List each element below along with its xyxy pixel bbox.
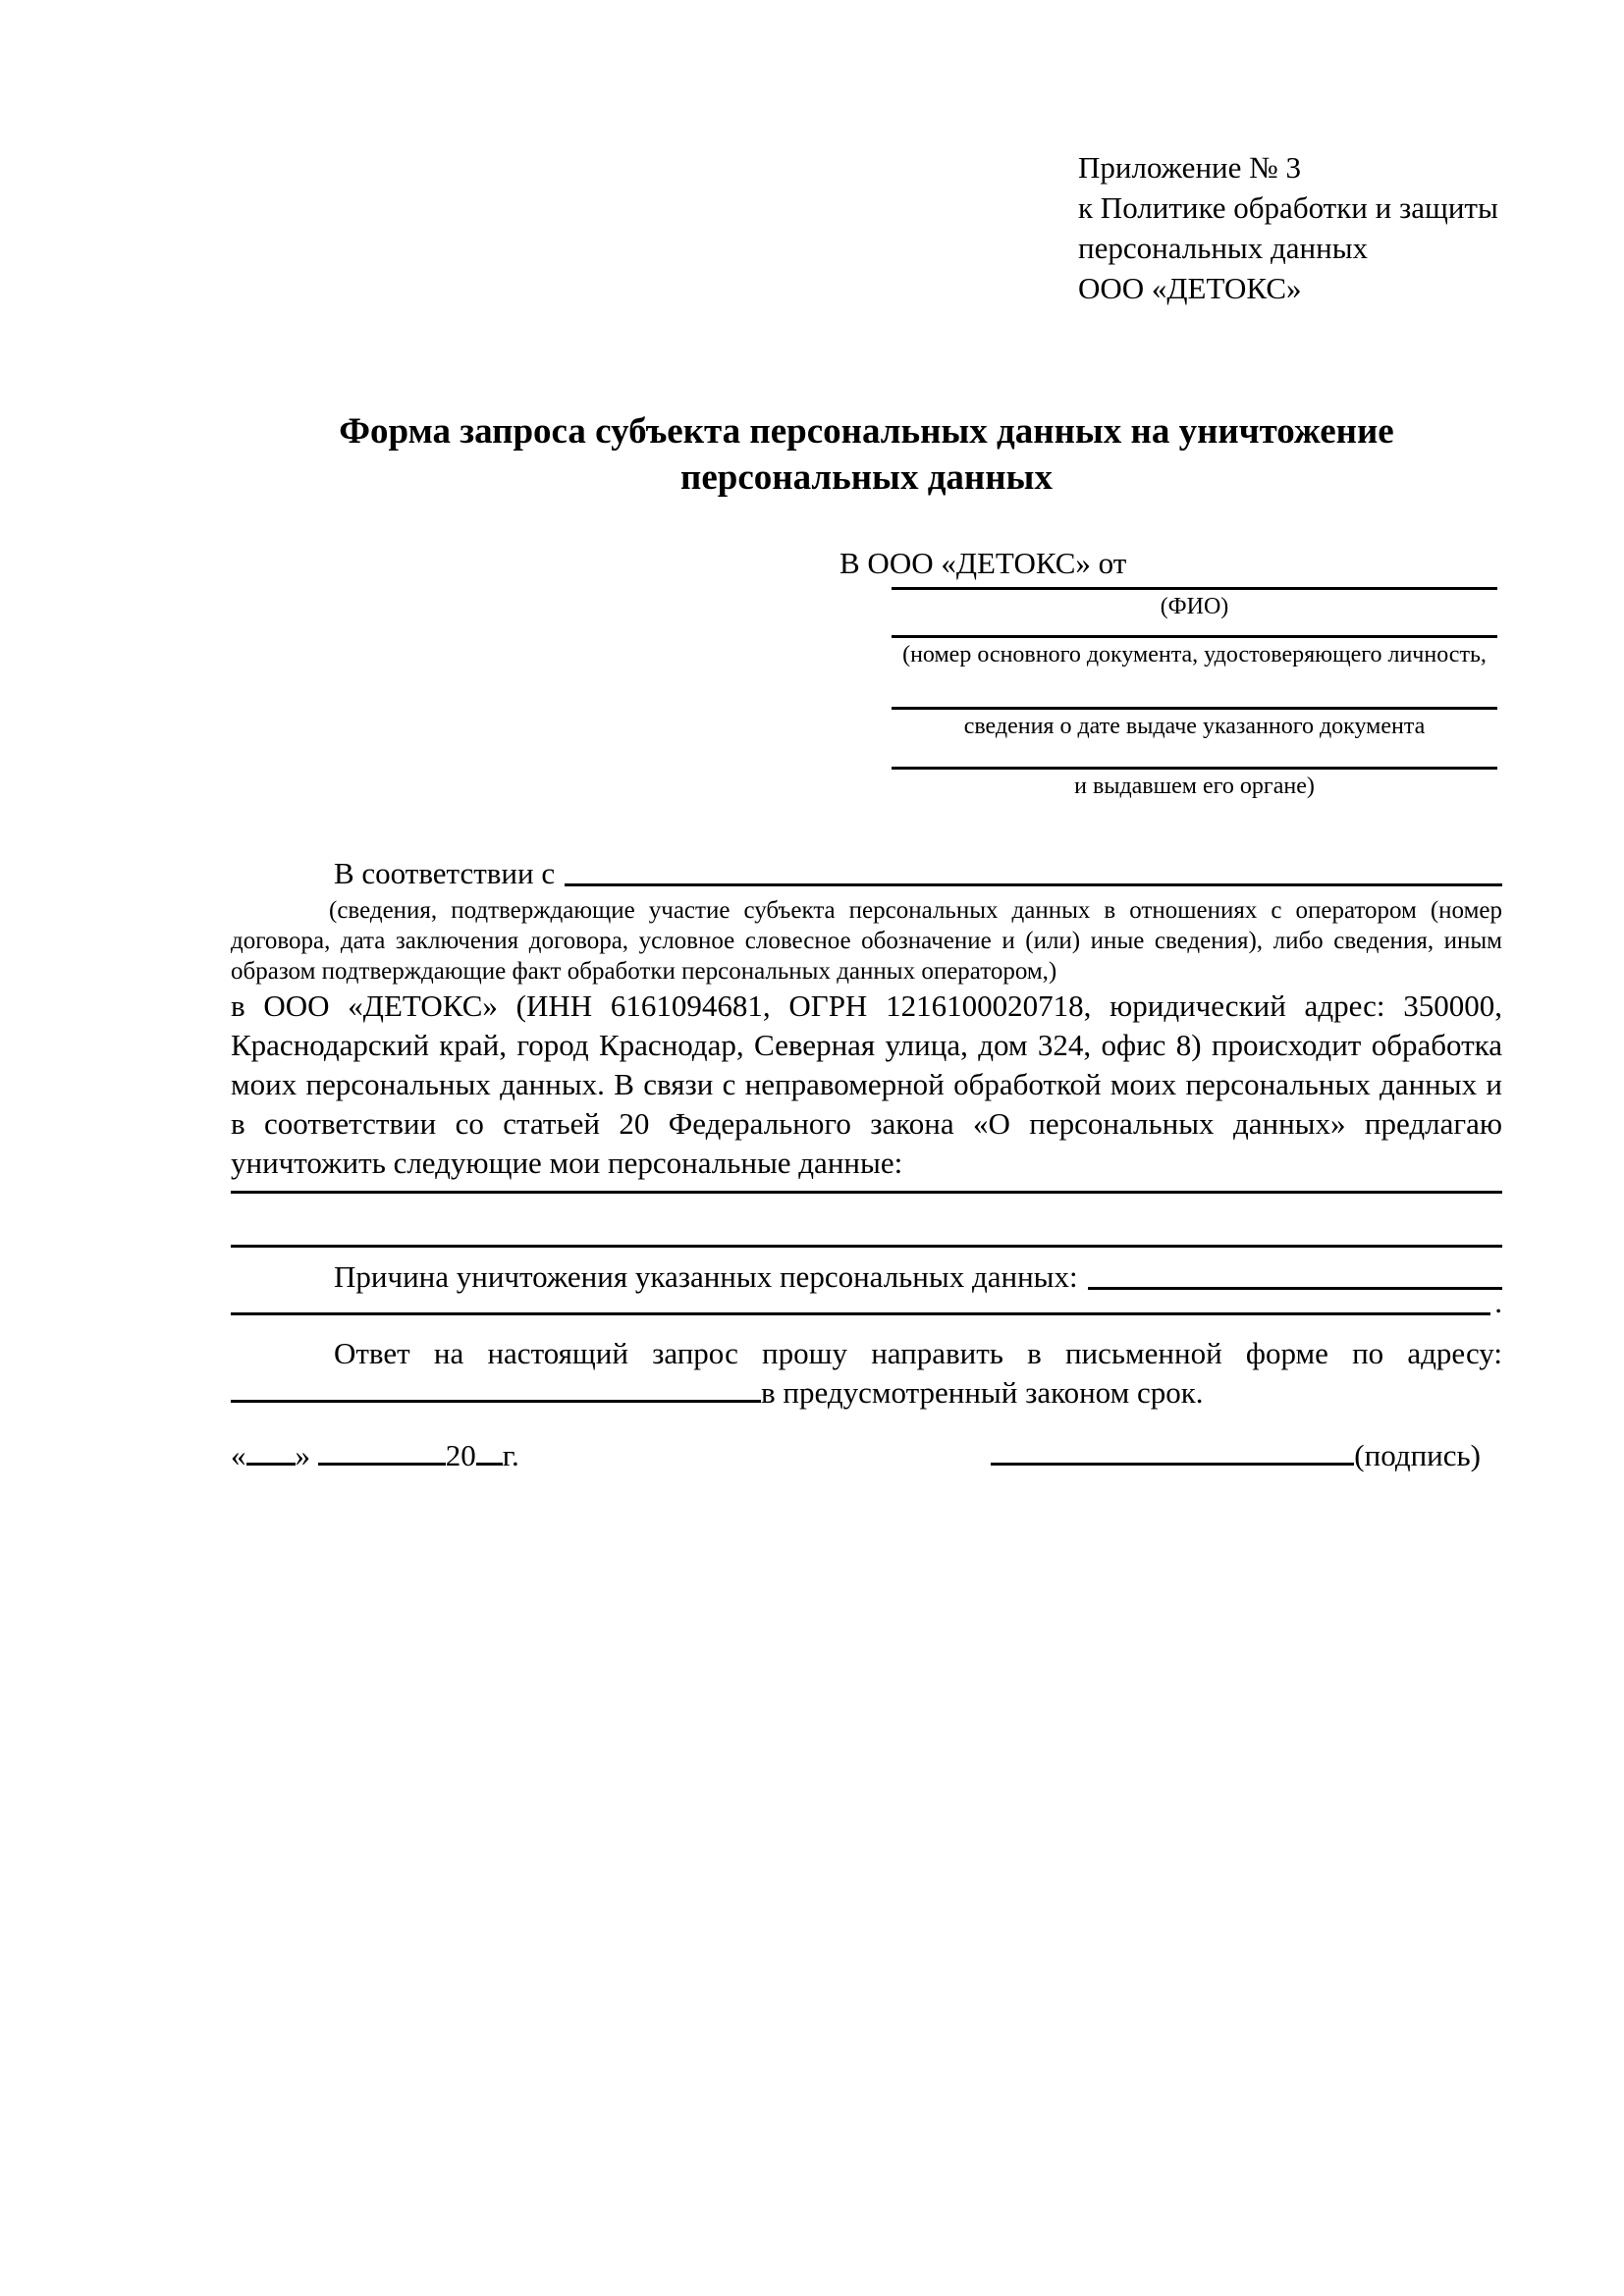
signature-label: (подпись) [1354, 1438, 1481, 1472]
reason-label: Причина уничтожения указанных персональных данных: [334, 1259, 1078, 1294]
request-body-paragraph: в ООО «ДЕТОКС» (ИНН 6161094681, ОГРН 1216100020718, юридический адрес: 350000, Краснодарский край, город Краснодар, Северная улица, дом 324, офис 8) происходит обработка моих персональных данных. В связи с неправомерной обработкой моих персональных данных и в соответствии со статьей 20 Федерального закона «О персональных данных» предлагаю уничтожить следующие мои персональные данные: [231, 988, 1502, 1180]
fio-input-line [892, 587, 1497, 590]
signature-field [991, 1436, 1481, 1475]
sentence-period: . [1494, 1285, 1502, 1319]
date-day-input-line [246, 1459, 296, 1466]
date-field [231, 1436, 519, 1475]
reason-input-line [1088, 1287, 1502, 1290]
date-and-signature-row [231, 1436, 1502, 1475]
date-century: 20 [445, 1438, 476, 1472]
appendix-header-line-2: к Политике обработки и защиты [1078, 190, 1498, 225]
accordance-row [231, 854, 1502, 893]
open-quote: « [231, 1438, 246, 1472]
doc-date-label: сведения о дате выдаче указанного документа [963, 714, 1426, 739]
date-year-suffix: г. [502, 1438, 519, 1472]
response-address-line [231, 1373, 1502, 1413]
response-request-line: Ответ на настоящий запрос прошу направить в письменной форме по адресу: [334, 1336, 1502, 1370]
doc-number-input-line [892, 635, 1497, 638]
addressee-line: В ООО «ДЕТОКС» от [839, 546, 1127, 580]
date-month-input-line [318, 1459, 446, 1466]
appendix-header [1078, 147, 1502, 308]
close-quote: » [295, 1438, 310, 1472]
document-title: Форма запроса субъекта персональных данных на уничтожение персональных данных [339, 411, 1394, 498]
personal-data-blank-line-2 [231, 1245, 1502, 1248]
address-input-line [231, 1396, 761, 1403]
doc-issuer-label: и выдавшем его органе) [1074, 774, 1315, 799]
appendix-header-line-4: ООО «ДЕТОКС» [1078, 271, 1302, 305]
applicant-fields-block [892, 587, 1497, 801]
signature-input-line [991, 1459, 1354, 1466]
doc-number-label: (номер основного документа, удостоверяющего личность, [902, 642, 1487, 667]
document-content [231, 0, 1502, 1475]
accordance-note: (сведения, подтверждающие участие субъекта персональных данных в отношениях с оператором (номер договора, дата заключения договора, условное словесное обозначение и (или) иные сведения), либо сведения, иным образом подтверждающие факт обработки персональных данных оператором,) [231, 897, 1502, 985]
reason-input-line-2 [231, 1312, 1490, 1315]
accordance-prefix: В соответствии с [334, 856, 556, 890]
appendix-header-line-3: персональных данных [1078, 231, 1369, 265]
fio-label: (ФИО) [1160, 594, 1229, 619]
response-suffix: в предусмотренный законом срок. [761, 1375, 1204, 1410]
appendix-header-line-1: Приложение № 3 [1078, 150, 1301, 185]
doc-issuer-input-line [892, 767, 1497, 770]
personal-data-blank-line-1 [231, 1191, 1502, 1194]
accordance-input-line [565, 883, 1502, 886]
doc-date-input-line [892, 707, 1497, 710]
date-year-input-line [476, 1459, 503, 1466]
